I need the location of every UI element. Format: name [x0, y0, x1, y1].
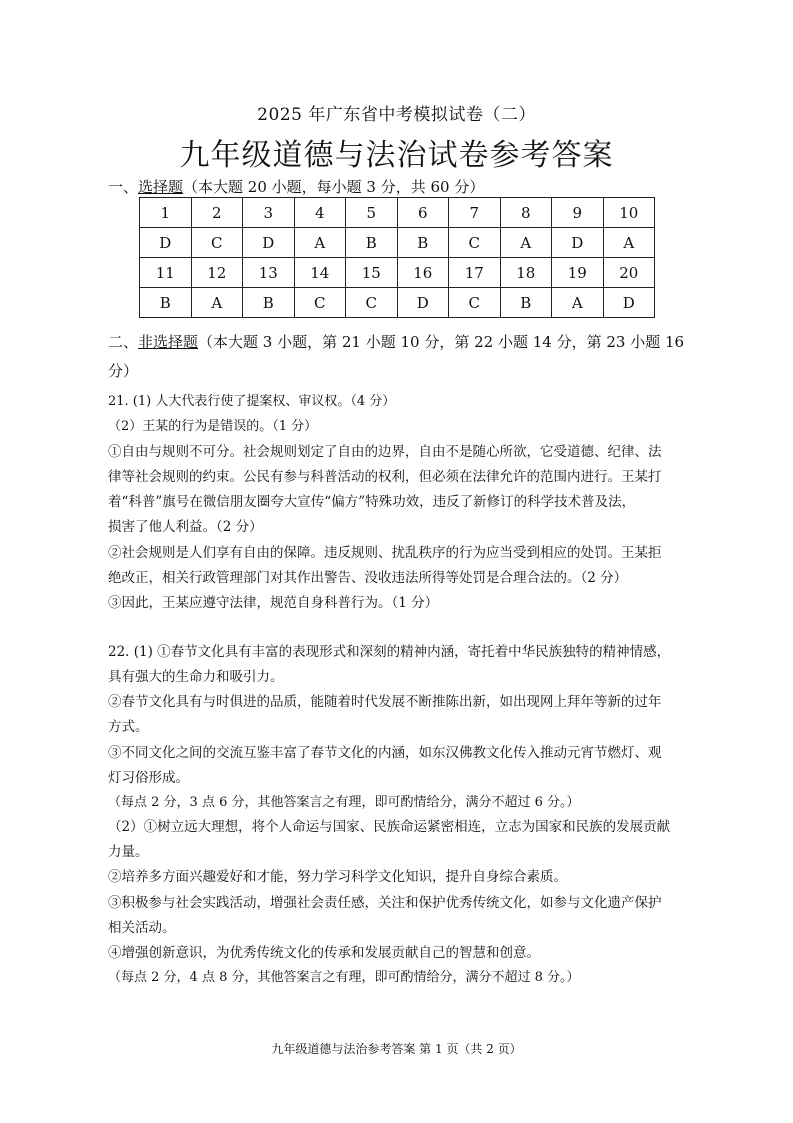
multiple-choice-answer-table: [139, 197, 655, 318]
answer-line: 方式。: [108, 719, 149, 735]
answer-line: ③不同文化之间的交流互鉴丰富了春节文化的内涵，如东汉佛教文化传入推动元宵节燃灯、观: [108, 745, 662, 761]
question-number-cell: 20: [603, 258, 655, 288]
answer-cell: C: [449, 288, 501, 318]
section-2-description: （本大题 3 小题，第 21 小题 10 分，第 22 小题 14 分，第 23 小题 16: [198, 333, 685, 351]
answer-line: ④增强创新意识，为优秀传统文化的传承和发展贡献自己的智慧和创意。: [108, 945, 540, 961]
answer-cell: A: [552, 288, 604, 318]
section-1-name: 选择题: [138, 178, 184, 196]
section-2-name: 非选择题: [138, 333, 199, 351]
section-2-description-cont: 分）: [108, 362, 139, 380]
question-number-cell: 11: [140, 258, 192, 288]
question-number-cell: 1: [140, 198, 192, 228]
table-row: [140, 288, 655, 318]
answer-line: 相关活动。: [108, 920, 176, 936]
question-number-cell: 12: [191, 258, 243, 288]
answer-cell: D: [603, 288, 655, 318]
answer-cell: A: [294, 228, 346, 258]
question-number-cell: 10: [603, 198, 655, 228]
section-1-number: 一、: [108, 178, 139, 196]
answer-cell: B: [140, 288, 192, 318]
question-number-cell: 7: [449, 198, 501, 228]
answer-line: ②社会规则是人们享有自由的保障。违反规则、扰乱秩序的行为应当受到相应的处罚。王某拒: [108, 545, 662, 561]
answer-cell: D: [243, 228, 295, 258]
section-1-heading: [108, 176, 484, 197]
question-number-cell: 4: [294, 198, 346, 228]
question-number-cell: 9: [552, 198, 604, 228]
question-number-cell: 2: [191, 198, 243, 228]
answer-line: 损害了他人利益。（2 分）: [108, 519, 263, 535]
scoring-note: （每点 2 分，3 点 6 分，其他答案言之有理，即可酌情给分，满分不超过 6 分。）: [108, 795, 580, 810]
answer-line: （2）王某的行为是错误的。（1 分）: [108, 419, 318, 434]
question-number-cell: 3: [243, 198, 295, 228]
answer-cell: B: [346, 228, 398, 258]
page-title: 九年级道德与法治试卷参考答案: [179, 138, 614, 173]
answer-line: ②春节文化具有与时俱进的品质，能随着时代发展不断推陈出新，如出现网上拜年等新的过年: [108, 694, 662, 710]
section-2-number: 二、: [108, 333, 139, 351]
question-number-cell: 13: [243, 258, 295, 288]
question-number-cell: 15: [346, 258, 398, 288]
table-row: [140, 228, 655, 258]
answer-cell: C: [346, 288, 398, 318]
answer-line: ②培养多方面兴趣爱好和才能，努力学习科学文化知识，提升自身综合素质。: [108, 869, 567, 885]
answer-cell: C: [191, 228, 243, 258]
answer-line: ①自由与规则不可分。社会规则划定了自由的边界，自由不是随心所欲，它受道德、纪律、法: [108, 444, 662, 460]
answer-line: 灯习俗形成。: [108, 770, 189, 786]
exam-subtitle: 2025 年广东省中考模拟试卷（二）: [257, 105, 536, 125]
question-number-cell: 5: [346, 198, 398, 228]
section-1-description: （本大题 20 小题，每小题 3 分，共 60 分）: [183, 178, 485, 196]
answer-line: 22. (1) ①春节文化具有丰富的表现形式和深刻的精神内涵，寄托着中华民族独特的精神情感，: [108, 644, 671, 660]
answer-cell: A: [500, 228, 552, 258]
answer-cell: B: [243, 288, 295, 318]
answer-line: 律等社会规则的约束。公民有参与科普活动的权利，但必须在法律允许的范围内进行。王某打: [108, 469, 662, 485]
answer-cell: D: [397, 288, 449, 318]
question-number-cell: 14: [294, 258, 346, 288]
question-number-cell: 8: [500, 198, 552, 228]
scoring-note: （每点 2 分，4 点 8 分，其他答案言之有理，即可酌情给分，满分不超过 8 分。）: [108, 970, 580, 985]
answer-line: （2）①树立远大理想，将个人命运与国家、民族命运紧密相连，立志为国家和民族的发展贡献: [108, 819, 671, 835]
table-row: [140, 258, 655, 288]
answer-line: 21. (1) 人大代表行使了提案权、审议权。（4 分）: [108, 394, 396, 409]
answer-cell: D: [552, 228, 604, 258]
answer-line: 力量。: [108, 844, 149, 860]
answer-cell: A: [191, 288, 243, 318]
answer-line: 着“科普”旗号在微信朋友圈夸大宣传“偏方”特殊功效，违反了新修订的科学技术普及法，: [108, 494, 636, 510]
answer-line: 绝改正，相关行政管理部门对其作出警告、没收违法所得等处罚是合理合法的。（2 分）: [108, 570, 628, 586]
answer-cell: B: [500, 288, 552, 318]
answer-cell: D: [140, 228, 192, 258]
answer-cell: C: [449, 228, 501, 258]
question-number-cell: 19: [552, 258, 604, 288]
question-number-cell: 16: [397, 258, 449, 288]
answer-line: ③积极参与社会实践活动，增强社会责任感，关注和保护优秀传统文化，如参与文化遗产保护: [108, 895, 662, 911]
section-2-heading: [108, 331, 684, 352]
question-number-cell: 18: [500, 258, 552, 288]
answer-cell: C: [294, 288, 346, 318]
answer-line: ③因此，王某应遵守法律，规范自身科普行为。（1 分）: [108, 595, 439, 611]
table-row: [140, 198, 655, 228]
question-number-cell: 17: [449, 258, 501, 288]
question-number-cell: 6: [397, 198, 449, 228]
answer-cell: A: [603, 228, 655, 258]
page-footer: 九年级道德与法治参考答案 第 1 页（共 2 页）: [271, 1042, 522, 1056]
answer-cell: B: [397, 228, 449, 258]
answer-line: 具有强大的生命力和吸引力。: [108, 669, 284, 685]
